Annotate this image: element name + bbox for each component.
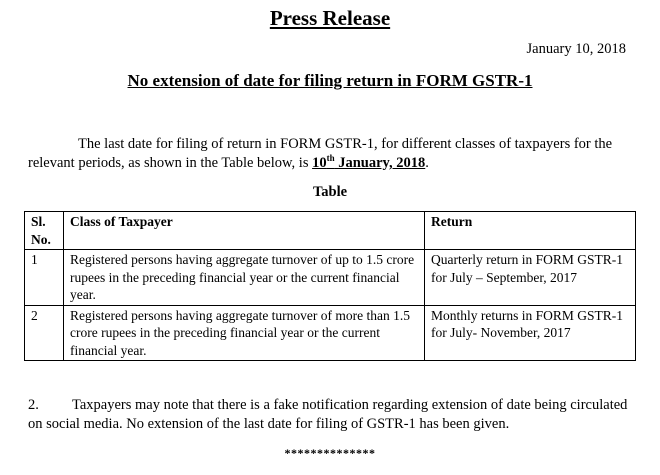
row-sl-no: 2 [25, 305, 64, 361]
row-sl-no: 1 [25, 250, 64, 306]
row-return: Monthly returns in FORM GSTR-1 for July- November, 2017 [425, 305, 636, 361]
release-date: January 10, 2018 [526, 41, 626, 57]
deadline-month-year: January, 2018 [334, 155, 426, 171]
row-class-of-taxpayer: Registered persons having aggregate turnover of more than 1.5 crore rupees in the preceding financial year or the current financial year. [64, 305, 425, 361]
end-marker: ************** [284, 446, 376, 460]
paragraph-deadline-end: . [425, 155, 429, 171]
paragraph-deadline [28, 135, 634, 173]
deadline-day-suffix: th [326, 153, 335, 164]
header-sl-no: Sl. No. [25, 212, 64, 250]
header-return: Return [425, 212, 636, 250]
deadline-day: 10 [312, 155, 327, 171]
table-row [25, 305, 636, 361]
paragraph-deadline-text: The last date for filing of return in FORM GSTR-1, for different classes of taxpayers for the relevant periods, as shown in the Table below, is [28, 136, 613, 171]
deadline-date [312, 155, 425, 171]
paragraph-number: 2. [28, 397, 39, 413]
row-class-of-taxpayer: Registered persons having aggregate turnover of up to 1.5 crore rupees in the preceding financial year or the current financial year. [64, 250, 425, 306]
release-subject: No extension of date for filing return in FORM GSTR-1 [127, 71, 533, 90]
table-row [25, 250, 636, 306]
paragraph-fake-notification [28, 396, 634, 434]
press-release-title: Press Release [269, 6, 391, 30]
paragraph-fake-notification-text: Taxpayers may note that there is a fake notification regarding extension of date being circulated on social media. No extension of the last date for filing of GSTR-1 has been given. [28, 397, 628, 432]
row-return: Quarterly return in FORM GSTR-1 for July – September, 2017 [425, 250, 636, 306]
taxpayer-table [24, 211, 636, 361]
header-class-of-taxpayer: Class of Taxpayer [64, 212, 425, 250]
table-caption: Table [312, 184, 348, 200]
table-header-row [25, 212, 636, 250]
